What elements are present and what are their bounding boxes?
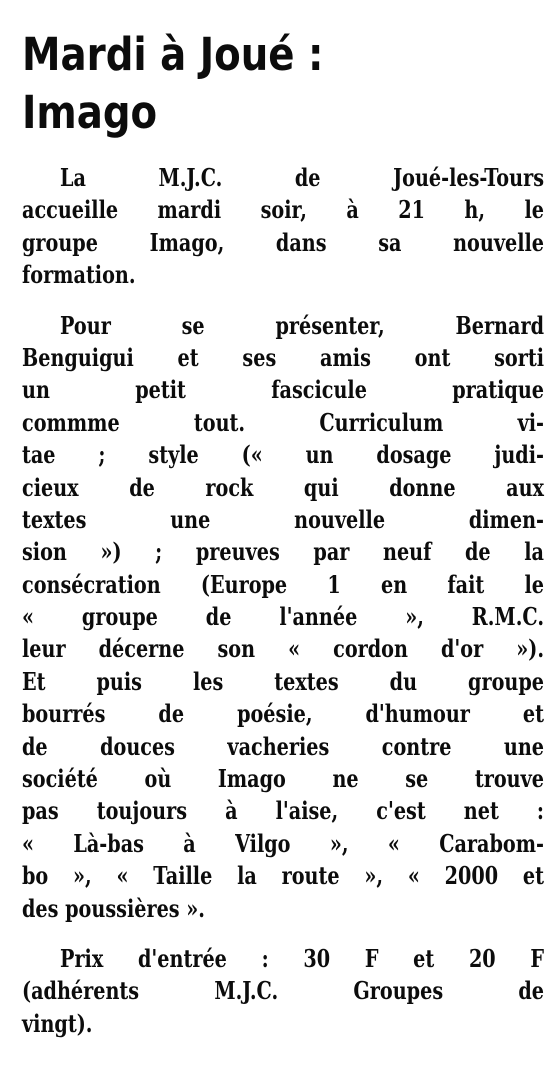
text-line: sion ») ; preuves par neuf de la [22,537,544,567]
text-line: tae ; style (« un dosage judi- [22,440,544,470]
article-paragraph-body [22,310,544,925]
text-line: des poussières ». [22,893,205,923]
text-line: « Là-bas à Vilgo », « Carabom- [22,828,544,858]
article-paragraph-intro [22,162,544,292]
text-line: bourrés de poésie, d'humour et [22,699,544,729]
text-line: leur décerne son « cordon d'or »). [22,634,544,664]
article-paragraph-prices [22,943,544,1040]
text-line: groupe Imago, dans sa nouvelle [22,227,544,257]
text-line: La M.J.C. de Joué-les-Tours [60,163,544,192]
text-line: Benguigui et ses amis ont sorti [22,342,544,372]
text-line: consécration (Europe 1 en fait le [22,569,544,599]
text-line: textes une nouvelle dimen- [22,504,544,534]
text-line: Et puis les textes du groupe [22,666,544,696]
text-line: cieux de rock qui donne aux [22,472,544,502]
text-line: pas toujours à l'aise, c'est net : [22,796,544,826]
headline-line: Imago [22,86,158,139]
headline [22,26,544,142]
text-line: commme tout. Curriculum vi- [22,407,544,437]
text-line: « groupe de l'année », R.M.C. [22,602,544,632]
text-line: Prix d'entrée : 30 F et 20 F [60,943,544,973]
text-line: bo », « Taille la route », « 2000 et [22,861,544,891]
text-line: formation. [22,260,136,290]
text-line: un petit fascicule pratique [22,375,544,405]
text-line: (adhérents M.J.C. Groupes de [22,976,544,1006]
text-line: Pour se présenter, Bernard [60,310,544,340]
headline-line: Mardi à Joué : [22,28,324,81]
text-line: de douces vacheries contre une [22,731,544,761]
text-line: société où Imago ne se trouve [22,764,544,794]
text-line: vingt). [22,1008,93,1038]
text-line: accueille mardi soir, à 21 h, le [22,195,544,225]
